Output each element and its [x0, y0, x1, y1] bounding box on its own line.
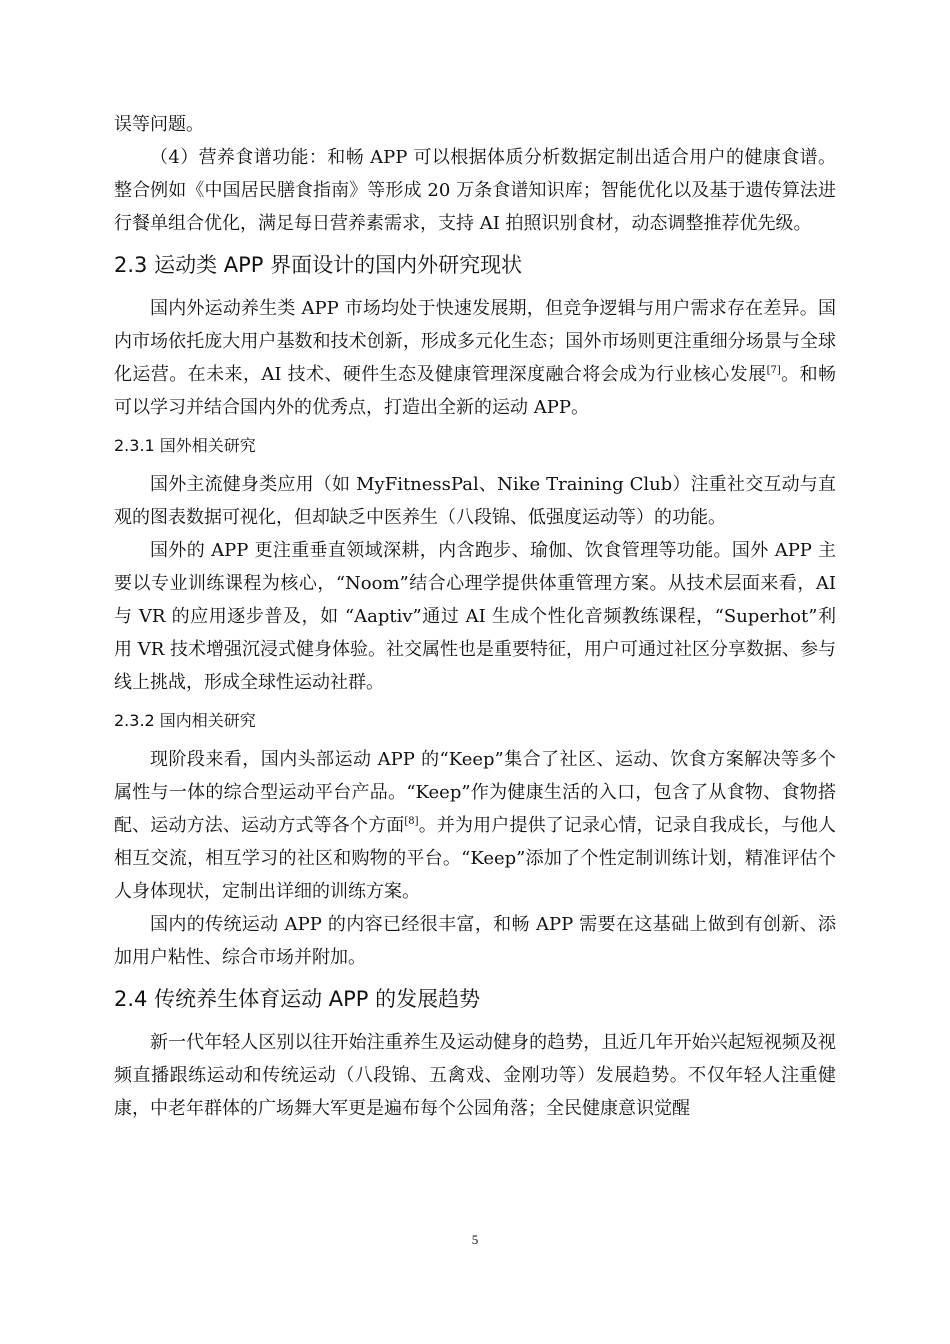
- paragraph-foreign-apps: 国外主流健身类应用（如 MyFitnessPal、Nike Training Club）注重社交互动与直观的图表数据可视化，但却缺乏中医养生（八段锦、低强度运动等）的功能。: [114, 474, 836, 528]
- heading-2-3-1: 2.3.1 国外相关研究: [114, 436, 256, 455]
- heading-2-3: 2.3 运动类 APP 界面设计的国内外研究现状: [114, 253, 523, 277]
- heading-2-3-2: 2.3.2 国内相关研究: [114, 711, 256, 730]
- page-body: [114, 108, 836, 1125]
- paragraph-text: 现阶段来看，国内头部运动 APP 的“Keep”集合了社区、运动、饮食方案解决等多个属性与一体的综合型运动平台产品。“Keep”作为健康生活的入口，包含了从食物、食物搭配、运动方法、运动方式等各个方面: [114, 749, 836, 836]
- paragraph-foreign-features: 国外的 APP 更注重垂直领域深耕，内含跑步、瑜伽、饮食管理等功能。国外 APP 主要以专业训练课程为核心，“Noom”结合心理学提供体重管理方案。从技术层面来看，AI 与 VR 的应用逐步普及，如 “Aaptiv”通过 AI 生成个性化音频教练课程，“Superhot”利用 VR 技术增强沉浸式健身体验。社交属性也是重要特征，用户可通过社区分享数据、参与线上挑战，形成全球性运动社群。: [114, 540, 836, 693]
- citation-ref-8: [8]: [404, 816, 419, 827]
- paragraph-trends: 新一代年轻人区别以往开始注重养生及运动健身的趋势，且近几年开始兴起短视频及视频直播跟练运动和传统运动（八段锦、五禽戏、金刚功等）发展趋势。不仅年轻人注重健康，中老年群体的广场舞大军更是遍布每个公园角落；全民健康意识觉醒: [114, 1032, 836, 1119]
- paragraph-nutrition-recipe: （4）营养食谱功能：和畅 APP 可以根据体质分析数据定制出适合用户的健康食谱。整合例如《中国居民膳食指南》等形成 20 万条食谱知识库；智能优化以及基于遗传算法进行餐单组合优化，满足每日营养素需求，支持 AI 拍照识别食材，动态调整推荐优先级。: [114, 147, 836, 234]
- paragraph-text: 国内外运动养生类 APP 市场均处于快速发展期，但竞争逻辑与用户需求存在差异。国内市场依托庞大用户基数和技术创新，形成多元化生态；国外市场则更注重细分场景与全球化运营。在未来，AI 技术、硬件生态及健康管理深度融合将会成为行业核心发展: [114, 298, 836, 385]
- paragraph-text-tail: 。并为用户提供了记录心情，记录自我成长，与他人相互交流，相互学习的社区和购物的平台。“Keep”添加了个性定制训练计划，精准评估个人身体现状，定制出详细的训练方案。: [114, 815, 836, 902]
- paragraph-continuation: 误等问题。: [114, 114, 204, 135]
- citation-ref-7: [7]: [766, 365, 781, 376]
- paragraph-domestic-summary: 国内的传统运动 APP 的内容已经很丰富，和畅 APP 需要在这基础上做到有创新、添加用户粘性、综合市场并附加。: [114, 914, 836, 968]
- paragraph-text-tail: 。和畅可以学习并结合国内外的优秀点，打造出全新的运动 APP。: [114, 364, 837, 418]
- paragraph-market-overview: [114, 292, 836, 424]
- heading-2-4: 2.4 传统养生体育运动 APP 的发展趋势: [114, 987, 481, 1011]
- paragraph-keep-app: [114, 743, 836, 908]
- page-number: 5: [471, 1232, 479, 1247]
